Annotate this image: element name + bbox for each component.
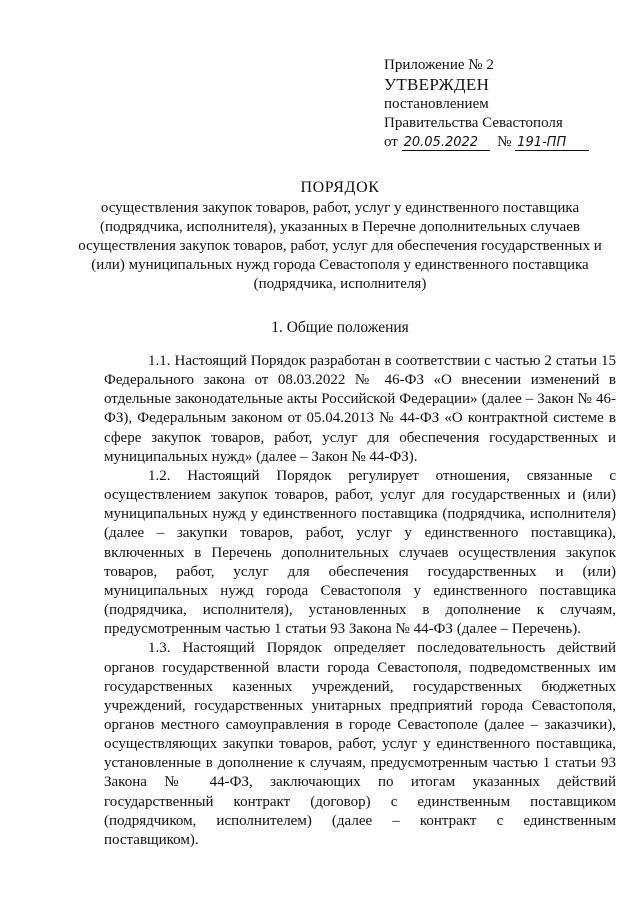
paragraph-1-1: 1.1. Настоящий Порядок разработан в соответствии с частью 2 статьи 15 Федерального закона от 08.03.2022 № 46-ФЗ «О внесении изменений в отдельные законодательные акты Российской Федерации» (далее – Закон № 46-ФЗ), Федеральным законом от 05.04.2013 № 44-ФЗ «О контрактной системе в сфере закупок товаров, работ, услуг для обеспечения государственных и муниципальных нужд» (далее – Закон № 44-ФЗ). (104, 353, 616, 465)
appendix-label: Приложение № 2 (384, 57, 494, 73)
section-title: 1. Общие положения (271, 319, 409, 336)
title-subtitle: осуществления закупок товаров, работ, услуг у единственного поставщика (подрядчика, исполнителя), указанных в Перечне дополнительных случаев осуществления закупок товаров, работ, услуг для обеспечения государственных и (или) муниципальных нужд города Севастополя у единственного поставщика (подрядчика, исполнителя) (78, 200, 602, 292)
document-title (60, 178, 620, 294)
decree-date-number (384, 133, 614, 152)
paragraph-1-3: 1.3. Настоящий Порядок определяет последовательность действий органов государственной власти города Севастополя, подведомственных им государственных казенных учреждений, государственных бюджетных учреждений, государственных унитарных предприятий города Севастополя, органов местного самоуправления в городе Севастополе (далее – заказчики), осуществляющих закупки товаров, работ, услуг у единственного поставщика, установленные в дополнение к случаям, предусмотренным частью 1 статьи 93 Закона № 44-ФЗ, заключающих по итогам указанных действий государственный контракт (договор) с единственным поставщиком (подрядчиком, исполнителем) (далее – контракт с единственным поставщиком). (104, 640, 616, 848)
decree-label: постановлением (384, 96, 489, 112)
decree-date: 20.05.2022 (402, 135, 490, 151)
from-label: от (384, 134, 398, 150)
decree-number: 191-ПП (515, 135, 589, 151)
title-heading: ПОРЯДОК (300, 179, 380, 196)
document-body (104, 352, 616, 850)
number-label: № (497, 134, 512, 150)
approval-block (384, 56, 614, 152)
paragraph-1-2: 1.2. Настоящий Порядок регулирует отношения, связанные с осуществлением закупок товаров, работ, услуг для государственных и (или) муниципальных нужд у единственного поставщика (подрядчика, исполнителя) (далее – закупки товаров, работ, услуг у единственного поставщика), включенных в Перечень дополнительных случаев осуществления закупок товаров, работ, услуг для обеспечения государственных и (или) муниципальных нужд города Севастополя у единственного поставщика (подрядчика, исполнителя), установленных в дополнение к случаям, предусмотренным частью 1 статьи 93 Закона № 44-ФЗ (далее – Перечень). (104, 467, 616, 638)
approved-label: УТВЕРЖДЕН (384, 75, 490, 94)
government-label: Правительства Севастополя (384, 115, 563, 131)
